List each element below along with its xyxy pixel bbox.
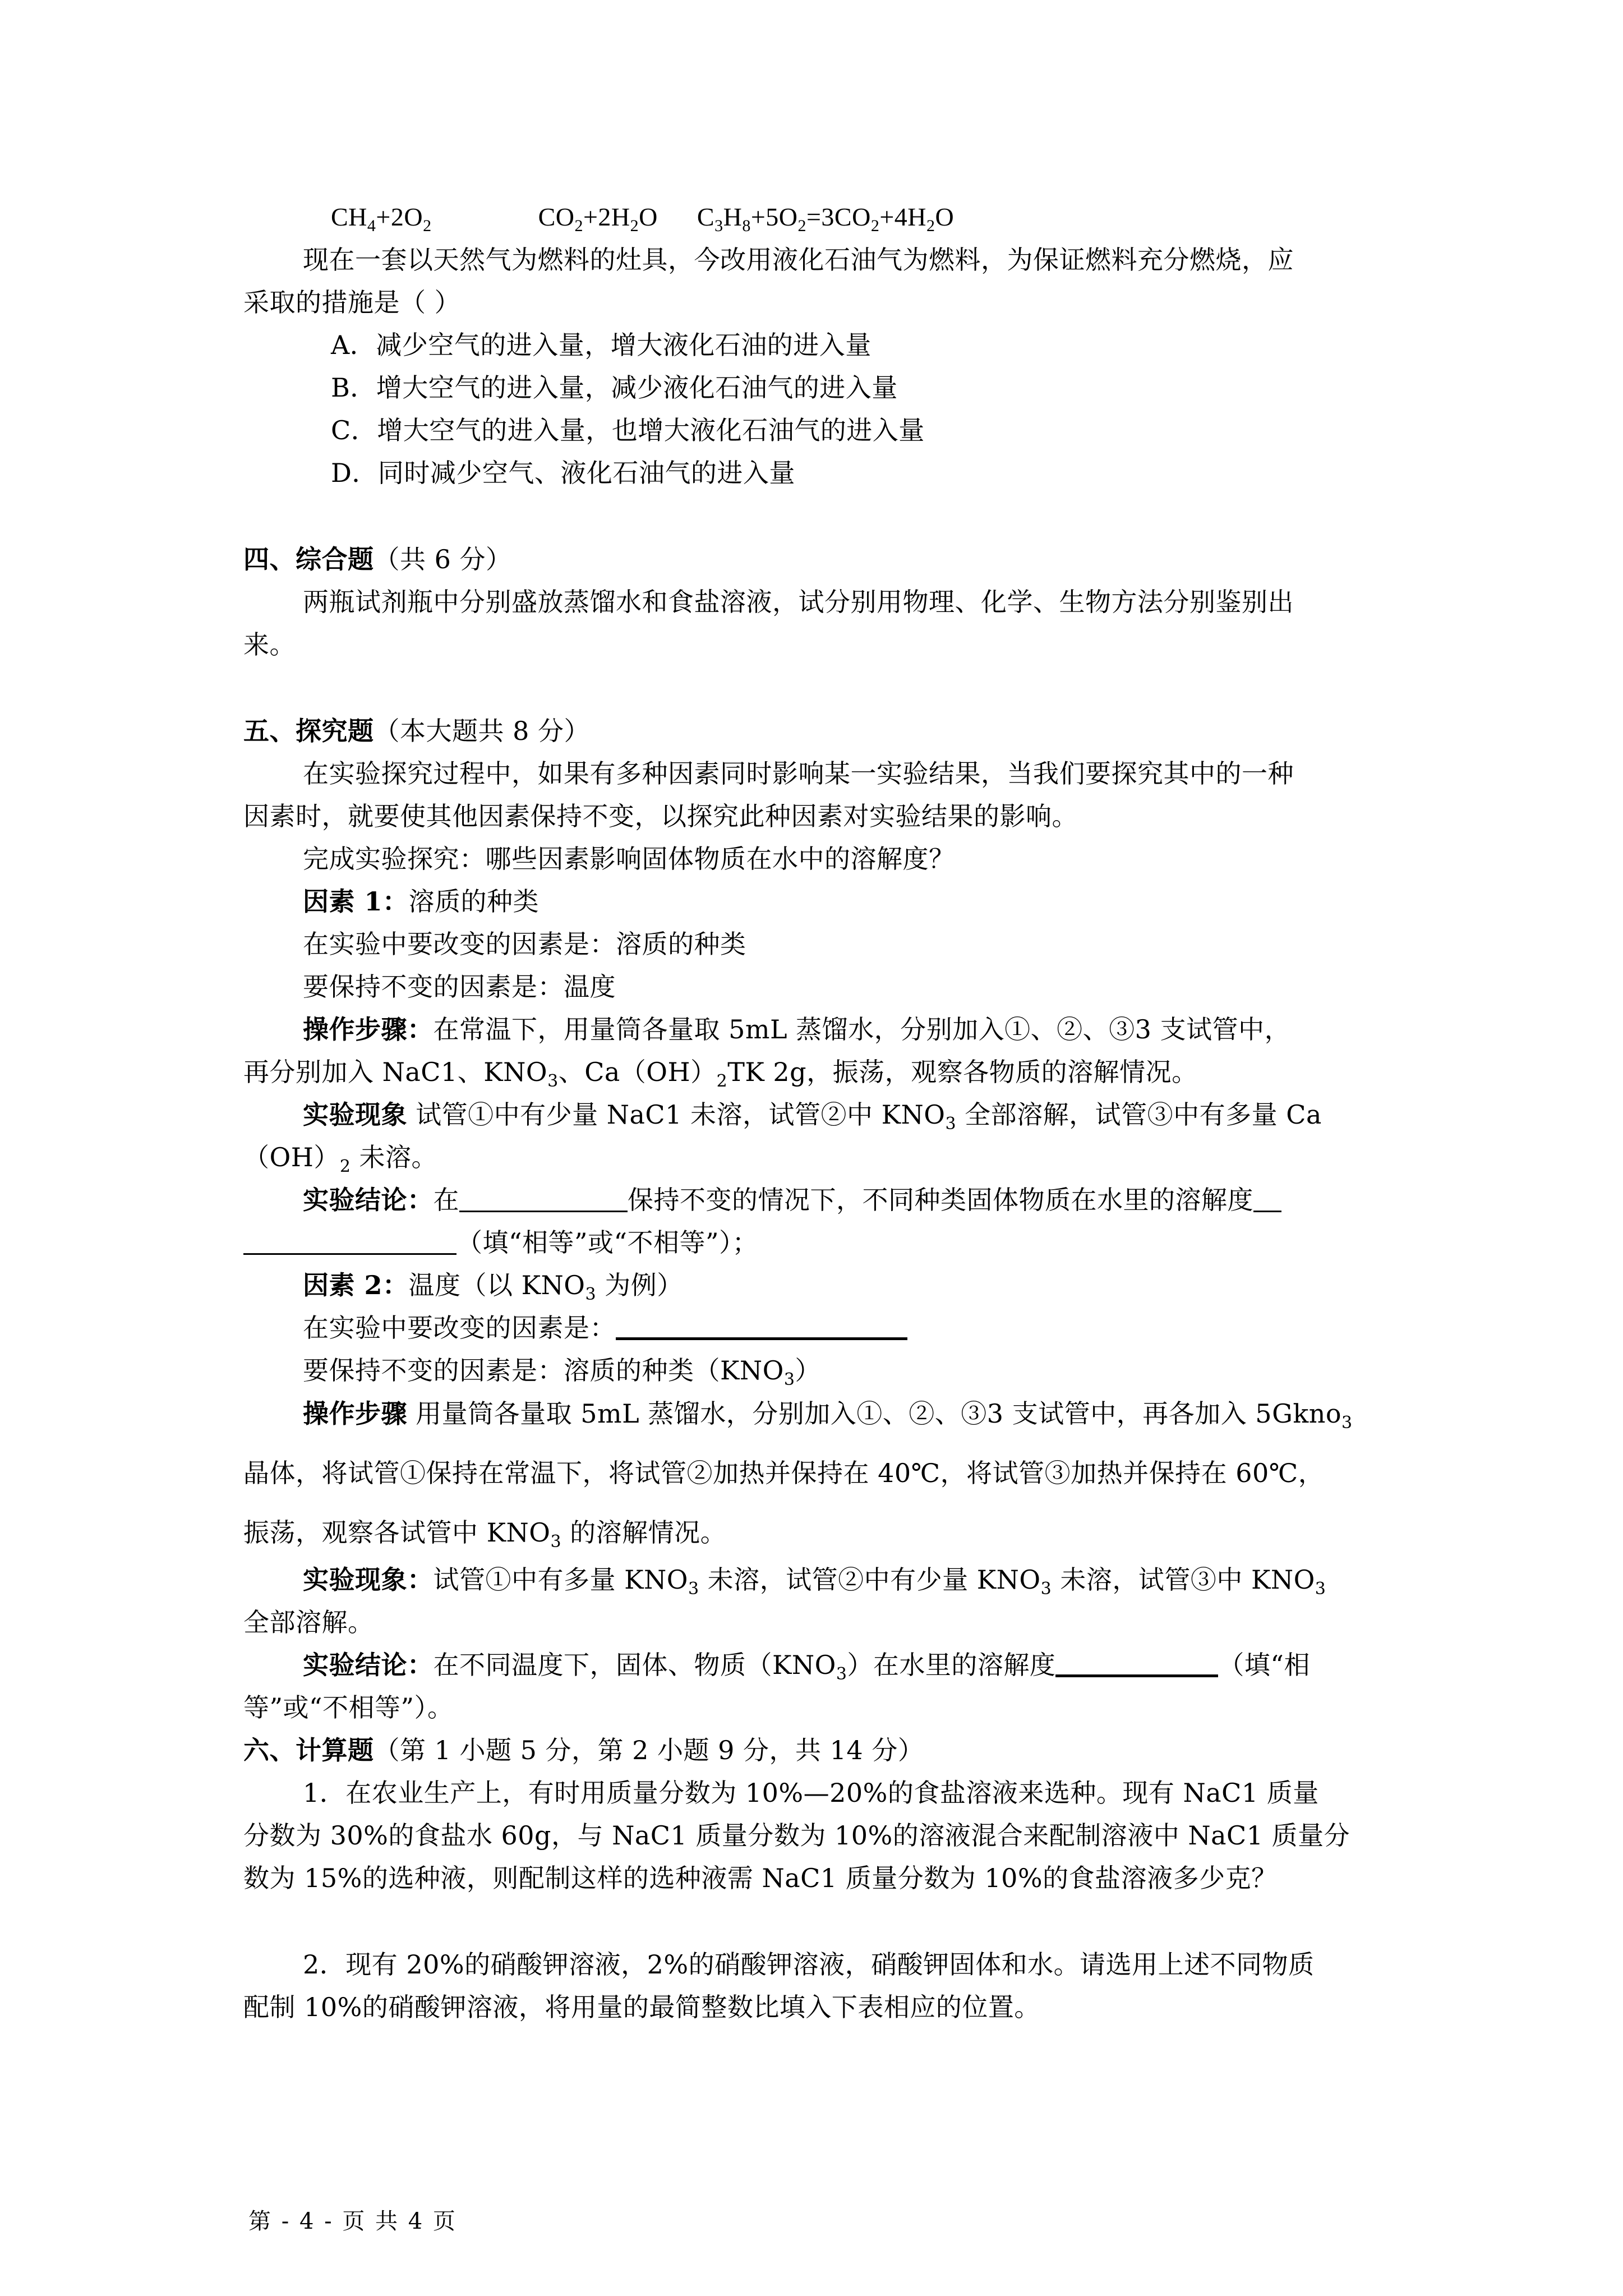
answer-blank[interactable] xyxy=(1253,1186,1281,1212)
question-1: 1．在农业生产上，有时用质量分数为 10%—20%的食盐溶液来选种。现有 NaC1 质量 xyxy=(303,1778,1319,1808)
text: TK 2g，振荡，观察各物质的溶解情况。 xyxy=(727,1057,1198,1087)
formula-text: O xyxy=(639,203,658,231)
label: 因素 2： xyxy=(303,1270,409,1300)
formula-sub: 2 xyxy=(423,217,432,235)
label: 因素 1： xyxy=(303,886,409,917)
formula-text: CH xyxy=(331,203,367,231)
paragraph: 两瓶试剂瓶中分别盛放蒸馏水和食盐溶液，试分别用物理、化学、生物方法分别鉴别出 xyxy=(303,587,1294,617)
formula-text: C xyxy=(697,203,715,231)
text: 振荡，观察各试管中 KNO xyxy=(243,1517,551,1548)
operation-steps xyxy=(303,1013,1290,1046)
formula-sub: 2 xyxy=(630,217,639,235)
text: 试管①中有多量 KNO xyxy=(433,1565,688,1595)
reaction-equations xyxy=(331,200,954,234)
answer-blank[interactable] xyxy=(243,1228,457,1255)
text: 在不同温度下，固体、物质（KNO xyxy=(433,1650,836,1680)
operation-steps xyxy=(303,1397,1353,1433)
formula-text: +5O xyxy=(750,203,798,231)
question-stem: 现在一套以天然气为燃料的灶具，今改用液化石油气为燃料，为保证燃料充分燃烧，应 xyxy=(303,245,1294,275)
label: 操作步骤 xyxy=(303,1398,407,1429)
conclusion-cont: 等”或“不相等”）。 xyxy=(243,1692,454,1723)
operation-steps-cont xyxy=(243,1055,1198,1089)
section-points: （第 1 小题 5 分，第 2 小题 9 分，共 14 分） xyxy=(374,1735,924,1765)
paragraph: 来。 xyxy=(243,629,296,660)
operation-steps-cont xyxy=(243,1516,727,1552)
sub: 3 xyxy=(547,1071,559,1091)
sub: 3 xyxy=(783,1370,795,1389)
question-stem: 采取的措施是（ ） xyxy=(243,287,461,318)
sub: 2 xyxy=(716,1071,728,1091)
text: 在常温下，用量筒各量取 5mL 蒸馏水，分别加入①、②、③3 支试管中， xyxy=(433,1014,1291,1045)
formula-text: O xyxy=(935,203,955,231)
text: 未溶，试管②中有少量 KNO xyxy=(699,1565,1041,1595)
question-2: 2．现有 20%的硝酸钾溶液，2%的硝酸钾溶液，硝酸钾固体和水。请选用上述不同物质 xyxy=(303,1949,1315,1980)
option-b: B．增大空气的进入量，减少液化石油气的进入量 xyxy=(331,372,898,403)
option-d: D．同时减少空气、液化石油气的进入量 xyxy=(331,458,795,488)
sub: 3 xyxy=(550,1532,562,1552)
page-footer: 第 - 4 - 页 共 4 页 xyxy=(248,2208,457,2234)
text: ） xyxy=(795,1355,821,1386)
conclusion-cont xyxy=(243,1226,758,1259)
text: 、Ca（OH） xyxy=(558,1057,717,1087)
sub: 2 xyxy=(339,1157,351,1176)
formula-text: H xyxy=(723,203,743,231)
observation-cont: 全部溶解。 xyxy=(243,1607,374,1637)
formula-sub: 2 xyxy=(797,217,806,235)
conclusion xyxy=(303,1648,1310,1682)
text: 在 xyxy=(433,1185,459,1215)
option-a: A．减少空气的进入量，增大液化石油的进入量 xyxy=(331,330,872,360)
text: （OH） xyxy=(243,1142,340,1172)
formula-sub: 2 xyxy=(926,217,935,235)
text: （填“相等”或“不相等”）； xyxy=(457,1227,759,1258)
text: 再分别加入 NaC1、KNO xyxy=(243,1057,548,1087)
conclusion xyxy=(303,1183,1281,1217)
formula-sub: 4 xyxy=(367,217,376,235)
text: （填“相 xyxy=(1218,1650,1310,1680)
sub: 3 xyxy=(1040,1579,1052,1599)
text: 要保持不变的因素是：溶质的种类（KNO xyxy=(303,1355,784,1386)
section-points: （共 6 分） xyxy=(374,544,512,574)
paragraph xyxy=(303,1354,821,1387)
section-4-title xyxy=(243,542,512,576)
label: 实验现象： xyxy=(303,1565,434,1595)
sub: 3 xyxy=(585,1285,597,1304)
sub: 3 xyxy=(836,1664,847,1684)
formula-text: CO xyxy=(538,203,575,231)
section-5-title xyxy=(243,714,590,748)
factor-1 xyxy=(303,885,539,918)
paragraph xyxy=(303,1311,907,1345)
section-heading: 四、综合题 xyxy=(243,544,374,574)
section-points: （本大题共 8 分） xyxy=(374,716,591,746)
observation-cont xyxy=(243,1140,437,1174)
text: 保持不变的情况下，不同种类固体物质在水里的溶解度 xyxy=(628,1185,1253,1215)
text: 用量筒各量取 5mL 蒸馏水，分别加入①、②、③3 支试管中，再各加入 5Gkno xyxy=(407,1398,1342,1429)
text: 在实验中要改变的因素是： xyxy=(303,1313,616,1343)
section-heading: 六、计算题 xyxy=(243,1735,374,1765)
text: 温度（以 KNO xyxy=(408,1270,585,1300)
text: 未溶。 xyxy=(351,1142,438,1172)
section-heading: 五、探究题 xyxy=(243,716,374,746)
answer-blank[interactable] xyxy=(1055,1650,1218,1677)
label: 实验结论： xyxy=(303,1650,434,1680)
sub: 3 xyxy=(1341,1413,1353,1433)
text: 未溶，试管③中 KNO xyxy=(1052,1565,1315,1595)
observation xyxy=(303,1098,1322,1134)
question-1-cont: 分数为 30%的食盐水 60g，与 NaC1 质量分数为 10%的溶液混合来配制溶液中 NaC1 质量分 xyxy=(243,1820,1350,1851)
text: 试管①中有少量 NaC1 未溶，试管②中 KNO xyxy=(407,1099,946,1130)
label: 实验结论： xyxy=(303,1185,434,1215)
text: ）在水里的溶解度 xyxy=(847,1650,1056,1680)
paragraph: 在实验探究过程中，如果有多种因素同时影响某一实验结果，当我们要探究其中的一种 xyxy=(303,758,1294,789)
formula-text: +2O xyxy=(376,203,423,231)
observation xyxy=(303,1563,1326,1599)
formula-sub: 8 xyxy=(742,217,751,235)
label: 操作步骤： xyxy=(303,1014,434,1045)
label: 实验现象 xyxy=(303,1099,407,1130)
question-2-cont: 配制 10%的硝酸钾溶液，将用量的最简整数比填入下表相应的位置。 xyxy=(243,1992,1040,2022)
operation-steps-cont: 晶体，将试管①保持在常温下，将试管②加热并保持在 40℃，将试管③加热并保持在 60℃， xyxy=(243,1458,1325,1488)
paragraph: 因素时，就要使其他因素保持不变，以探究此种因素对实验结果的影响。 xyxy=(243,801,1078,831)
paragraph: 完成实验探究：哪些因素影响固体物质在水中的溶解度？ xyxy=(303,844,955,874)
formula-sub: 2 xyxy=(574,217,583,235)
sub: 3 xyxy=(1315,1579,1326,1599)
paragraph: 要保持不变的因素是：温度 xyxy=(303,972,616,1002)
answer-blank[interactable] xyxy=(616,1313,907,1340)
question-1-cont: 数为 15%的选种液，则配制这样的选种液需 NaC1 质量分数为 10%的食盐溶液多少克？ xyxy=(243,1863,1278,1893)
sub: 3 xyxy=(688,1579,699,1599)
formula-text: +4H xyxy=(879,203,926,231)
formula-text: +2H xyxy=(583,203,630,231)
formula-text: =3CO xyxy=(806,203,871,231)
formula-sub: 3 xyxy=(714,217,723,235)
option-c: C．增大空气的进入量，也增大液化石油气的进入量 xyxy=(331,415,925,445)
formula-sub: 2 xyxy=(870,217,880,235)
text: 的溶解情况。 xyxy=(561,1517,727,1548)
text: 全部溶解，试管③中有多量 Ca xyxy=(956,1099,1322,1130)
factor-2 xyxy=(303,1268,683,1302)
text: 为例） xyxy=(596,1270,683,1300)
answer-blank[interactable] xyxy=(459,1186,628,1212)
paragraph: 在实验中要改变的因素是：溶质的种类 xyxy=(303,929,746,959)
sub: 3 xyxy=(945,1114,957,1134)
value: 溶质的种类 xyxy=(408,886,540,917)
section-6-title xyxy=(243,1733,924,1767)
